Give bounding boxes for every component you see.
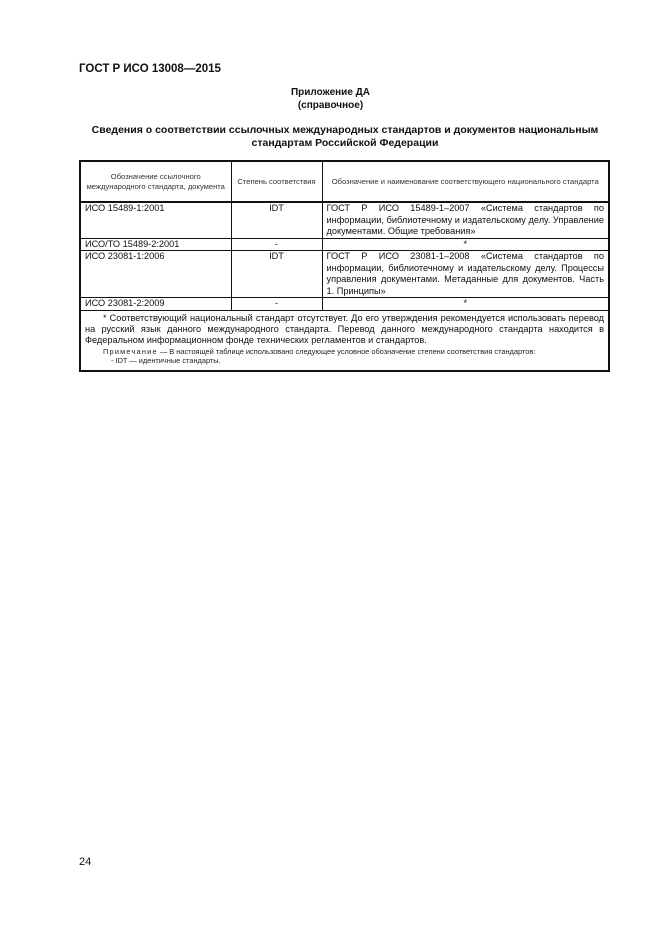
note-item: - IDT — идентичные стандарты. — [111, 356, 221, 365]
table-row — [80, 251, 609, 298]
table-row — [80, 238, 609, 251]
table-row — [80, 298, 609, 311]
cell-national: ГОСТ Р ИСО 23081-1–2008 «Система стандартов по информации, библиотечному и издательскому делу. Процессы управления документами. Метаданные для документов. Часть 1. Принципы» — [322, 251, 609, 298]
annex-title: Приложение ДА — [290, 87, 371, 98]
cell-degree: - — [231, 298, 322, 311]
note-label: Примечание — [103, 346, 158, 356]
cell-reference: ИСО 23081-1:2006 — [80, 251, 231, 298]
cell-reference: ИСО 23081-2:2009 — [80, 298, 231, 311]
note — [85, 347, 604, 357]
cell-national: * — [322, 298, 609, 311]
cell-reference: ИСО/ТО 15489-2:2001 — [80, 238, 231, 251]
footnote: * Соответствующий национальный стандарт отсутствует. До его утверждения рекомендуется использовать перевод на русский язык данного международного стандарта. Перевод данного международного стандарта находится в Федеральном информационном фонде технических регламентов и стандартов. — [85, 312, 604, 345]
annex-kind: (справочное) — [297, 100, 364, 111]
note-text: — В настоящей таблице использовано следующее условное обозначение степени соответствия стандартов: — [157, 346, 536, 356]
header-reference: Обозначение ссылочного международного стандарта, документа — [80, 161, 231, 202]
table-footer — [80, 310, 609, 371]
table-footer-row — [80, 310, 609, 371]
cell-degree: IDT — [231, 202, 322, 238]
header-degree: Степень соответствия — [231, 161, 322, 202]
section-title: Сведения о соответствии ссылочных международных стандартов и документов национальным стандартам Российской Федерации — [91, 124, 599, 149]
cell-reference: ИСО 15489-1:2001 — [80, 202, 231, 238]
table-row — [80, 202, 609, 238]
table-header-row — [80, 161, 609, 202]
document-code: ГОСТ Р ИСО 13008—2015 — [79, 63, 221, 75]
correspondence-table — [79, 160, 608, 372]
header-national: Обозначение и наименование соответствующего национального стандарта — [322, 161, 609, 202]
cell-national: ГОСТ Р ИСО 15489-1–2007 «Система стандартов по информации, библиотечному и издательскому делу. Управление документами. Общие требования» — [322, 202, 609, 238]
cell-national: * — [322, 238, 609, 251]
cell-degree: - — [231, 238, 322, 251]
cell-degree: IDT — [231, 251, 322, 298]
page-number: 24 — [79, 856, 92, 868]
